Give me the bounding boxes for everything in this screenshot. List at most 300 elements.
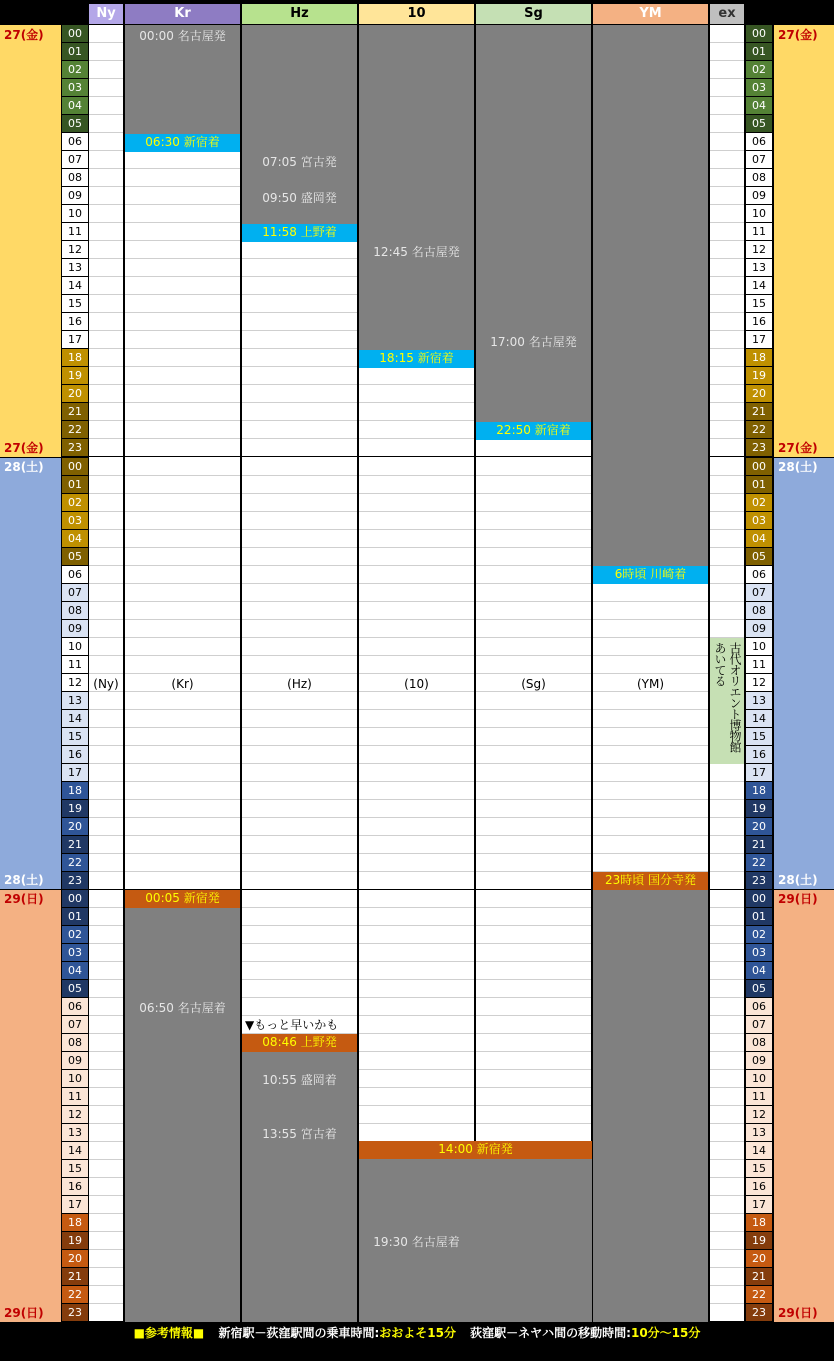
hour-cell: 19 [746,800,772,817]
hour-cell: 09 [62,620,88,637]
grid-line [710,222,744,223]
footer-text-1: 新宿駅－荻窪駅間の乗車時間: [218,1326,380,1340]
hour-cell: 21 [62,1268,88,1285]
grid-line [89,150,123,151]
grid-line [476,655,591,656]
grid-line [125,438,240,439]
hour-cell: 01 [746,476,772,493]
hour-cell: 10 [62,205,88,222]
grid-line [89,997,123,998]
grid-line [125,835,240,836]
hour-cell: 14 [62,1142,88,1159]
hour-cell: 20 [746,1250,772,1267]
hour-cell: 12 [62,1106,88,1123]
hour-cell: 23 [62,1304,88,1321]
grid-line [242,925,357,926]
grid-line [125,276,240,277]
hour-cell: 17 [746,331,772,348]
hour-cell: 17 [746,1196,772,1213]
hour-cell: 03 [746,944,772,961]
day-separator [89,1321,123,1322]
grid-line [593,619,708,620]
grid-line [476,781,591,782]
hour-cell: 00 [62,458,88,475]
hz-depart-ueno: 08:46 上野発 [242,1034,357,1052]
day-separator [89,456,123,457]
grid-line [476,529,591,530]
grid-line [359,817,474,818]
grid-line [89,294,123,295]
hour-cell: 09 [746,187,772,204]
hour-cell: 02 [746,926,772,943]
hour-cell: 07 [746,151,772,168]
grid-line [593,799,708,800]
grid-line [710,871,744,872]
hour-cell: 08 [746,169,772,186]
day-label-29-bottom-left: 29(日) [4,1306,44,1320]
grid-line [125,637,240,638]
grid-line [359,601,474,602]
day-label-27-top-left: 27(金) [4,28,44,42]
hour-cell: 19 [62,367,88,384]
hour-cell: 00 [746,890,772,907]
grid-line [593,709,708,710]
grid-line [710,1285,744,1286]
hour-cell: 11 [62,223,88,240]
hour-cell: 13 [746,692,772,709]
grid-line [89,1303,123,1304]
hour-cell: 12 [746,241,772,258]
hour-cell: 15 [746,1160,772,1177]
hour-cell: 09 [746,620,772,637]
hour-cell: 06 [746,566,772,583]
grid-line [710,78,744,79]
hour-cell: 20 [62,385,88,402]
grid-line [242,637,357,638]
grid-line [359,943,474,944]
hour-cell: 22 [746,854,772,871]
hz-earlier-note: ▼もっと早いかも [245,1018,339,1032]
day-band-left-28 [0,458,61,889]
grid-line [359,1033,474,1034]
grid-line [359,1069,474,1070]
footer-info [0,1323,834,1343]
grid-line [710,601,744,602]
grid-line [242,438,357,439]
grid-line [125,853,240,854]
grid-line [710,150,744,151]
grid-line [242,655,357,656]
grid-line [242,475,357,476]
grid-line [359,547,474,548]
hour-cell: 01 [62,43,88,60]
hour-cell: 22 [746,421,772,438]
grid-line [242,547,357,548]
grid-line [359,907,474,908]
hz-travel-block-2 [242,1052,357,1322]
hour-cell: 11 [746,223,772,240]
day-separator [359,889,474,890]
grid-line [125,781,240,782]
footer-text-2: 荻窪駅－ネヤハ間の移動時間: [470,1326,631,1340]
kr-depart-shinjuku: 00:05 新宿発 [125,890,240,908]
hour-cell: 05 [62,115,88,132]
grid-line [476,583,591,584]
hour-cell: 03 [746,512,772,529]
grid-line [476,511,591,512]
grid-line [89,871,123,872]
hour-cell: 13 [746,1124,772,1141]
grid-line [242,781,357,782]
grid-line [593,835,708,836]
hour-cell: 18 [62,782,88,799]
hour-cell: 18 [746,782,772,799]
hour-cell: 12 [746,1106,772,1123]
hour-cell: 19 [746,367,772,384]
grid-line [89,1123,123,1124]
hour-cell: 23 [62,439,88,456]
hour-cell: 04 [746,97,772,114]
grid-line [89,1105,123,1106]
grid-line [125,565,240,566]
grid-line [476,475,591,476]
grid-line [125,420,240,421]
grid-line [242,511,357,512]
grid-line [242,619,357,620]
hour-cell: 19 [62,800,88,817]
grid-line [89,655,123,656]
grid-line [89,258,123,259]
grid-line [89,511,123,512]
ten-depart-shinjuku: 14:00 新宿発 [359,1141,592,1159]
hour-column-right [746,25,772,1322]
hour-cell: 18 [62,349,88,366]
grid-line [125,475,240,476]
grid-line [125,258,240,259]
hour-cell: 04 [62,97,88,114]
grid-line [89,1141,123,1142]
grid-line [710,1069,744,1070]
grid-line [242,1015,357,1016]
grid-line [89,222,123,223]
grid-line [710,1051,744,1052]
day-separator [242,889,357,890]
hour-cell: 15 [62,728,88,745]
hour-cell: 02 [62,926,88,943]
kr-placeholder: (Kr) [171,677,194,691]
header-ex: ex [710,4,744,24]
hour-cell: 10 [746,638,772,655]
grid-line [710,1303,744,1304]
grid-line [89,1015,123,1016]
hour-cell: 05 [746,115,772,132]
day-label-28-top-left: 28(土) [4,460,44,474]
grid-line [89,835,123,836]
grid-line [89,529,123,530]
grid-line [125,709,240,710]
hour-cell: 03 [62,944,88,961]
grid-line [476,943,591,944]
grid-line [476,763,591,764]
day-label-27-top-right: 27(金) [778,28,818,42]
grid-line [359,997,474,998]
grid-line [710,132,744,133]
hour-cell: 17 [746,764,772,781]
hour-cell: 02 [62,494,88,511]
hour-cell: 12 [62,241,88,258]
grid-line [242,402,357,403]
hour-cell: 21 [62,403,88,420]
hour-cell: 02 [746,494,772,511]
footer-value-1: おおよそ15分 [379,1326,456,1340]
day-label-28-top-right: 28(土) [778,460,818,474]
grid-line [242,565,357,566]
hour-cell: 21 [746,836,772,853]
grid-line [359,781,474,782]
grid-line [359,745,474,746]
grid-line [710,817,744,818]
hour-cell: 06 [746,998,772,1015]
grid-line [710,1123,744,1124]
day-separator [710,889,744,890]
ny-placeholder: (Ny) [93,677,119,691]
hour-cell: 22 [62,421,88,438]
day-separator [89,889,123,890]
grid-line [89,1231,123,1232]
grid-line [125,547,240,548]
grid-line [710,799,744,800]
grid-line [89,1213,123,1214]
hour-cell: 01 [62,476,88,493]
ym-depart-kokubunji: 23時頃 国分寺発 [593,872,708,890]
hour-cell: 04 [746,530,772,547]
grid-line [89,619,123,620]
grid-line [89,330,123,331]
grid-line [242,763,357,764]
grid-line [242,745,357,746]
day-separator [476,889,591,890]
grid-line [125,312,240,313]
ten-placeholder: (10) [404,677,429,691]
grid-line [359,619,474,620]
hour-cell: 21 [746,1268,772,1285]
hour-cell: 11 [746,1088,772,1105]
grid-line [89,1159,123,1160]
hour-cell: 16 [62,313,88,330]
grid-line [710,420,744,421]
hour-cell: 10 [746,1070,772,1087]
grid-line [359,1015,474,1016]
hour-column-left [62,25,88,1322]
grid-line [89,420,123,421]
grid-line [710,961,744,962]
hour-cell: 23 [746,872,772,889]
day-band-left-27 [0,25,61,457]
grid-line [242,835,357,836]
day-label-29-bottom-right: 29(日) [778,1306,818,1320]
hour-cell: 12 [62,674,88,691]
header-10: 10 [359,4,474,24]
footer-value-2: 10分〜15分 [630,1326,701,1340]
grid-line [89,1177,123,1178]
kr-arrive-nagoya: 06:50 名古屋着 [139,1001,226,1015]
grid-line [476,673,591,674]
hour-cell: 06 [62,566,88,583]
hour-cell: 03 [62,79,88,96]
grid-line [476,961,591,962]
hour-cell: 16 [62,746,88,763]
hour-cell: 10 [62,1070,88,1087]
hour-cell: 05 [62,980,88,997]
grid-line [242,727,357,728]
grid-line [89,1033,123,1034]
hz-depart-morioka: 09:50 盛岡発 [262,191,337,205]
grid-line [476,1015,591,1016]
hour-cell: 01 [62,908,88,925]
day-separator [710,1321,744,1322]
grid-line [89,781,123,782]
hour-cell: 07 [62,1016,88,1033]
hour-cell: 04 [746,962,772,979]
hour-cell: 01 [746,908,772,925]
grid-line [710,997,744,998]
grid-line [242,348,357,349]
day-band-right-28 [774,458,834,889]
hour-cell: 15 [746,728,772,745]
grid-line [89,943,123,944]
grid-line [89,186,123,187]
hz-placeholder: (Hz) [287,677,312,691]
hour-cell: 15 [62,295,88,312]
grid-line [89,402,123,403]
grid-line [242,979,357,980]
grid-line [476,907,591,908]
hz-depart-miyako: 07:05 宮古発 [262,155,337,169]
grid-line [359,475,474,476]
grid-line [242,601,357,602]
grid-line [89,60,123,61]
grid-line [242,853,357,854]
grid-line [710,204,744,205]
grid-line [710,781,744,782]
ten-depart-nagoya: 12:45 名古屋発 [373,245,460,259]
hour-cell: 18 [62,1214,88,1231]
grid-line [89,114,123,115]
grid-line [710,1249,744,1250]
hour-cell: 19 [746,1232,772,1249]
grid-line [89,168,123,169]
hour-cell: 07 [746,584,772,601]
hour-cell: 05 [746,548,772,565]
grid-line [89,366,123,367]
grid-line [89,96,123,97]
grid-line [593,781,708,782]
grid-line [125,204,240,205]
grid-line [89,727,123,728]
grid-line [593,817,708,818]
hour-cell: 20 [62,818,88,835]
hour-cell: 11 [62,1088,88,1105]
hour-cell: 14 [62,277,88,294]
museum-open-note: 古代オリエント博物館あいてる [710,638,744,764]
grid-line [710,943,744,944]
day-band-right-27 [774,25,834,457]
grid-line [242,366,357,367]
grid-line [125,763,240,764]
grid-line [710,1213,744,1214]
grid-line [359,402,474,403]
grid-line [242,907,357,908]
grid-line [89,384,123,385]
hour-cell: 19 [62,1232,88,1249]
grid-line [359,853,474,854]
grid-line [89,42,123,43]
grid-line [89,1051,123,1052]
grid-line [89,745,123,746]
hour-cell: 06 [62,998,88,1015]
hour-cell: 02 [62,61,88,78]
hour-cell: 21 [62,836,88,853]
grid-line [125,583,240,584]
grid-line [710,925,744,926]
grid-line [359,511,474,512]
grid-line [710,258,744,259]
hour-cell: 00 [746,458,772,475]
hour-cell: 10 [746,205,772,222]
hour-cell: 04 [62,530,88,547]
grid-line [710,565,744,566]
grid-line [593,637,708,638]
grid-line [476,601,591,602]
hour-cell: 22 [746,1286,772,1303]
grid-line [125,871,240,872]
day-label-29-top-left: 29(日) [4,892,44,906]
grid-line [125,186,240,187]
hz-arrive-ueno: 11:58 上野着 [242,224,357,242]
grid-line [89,583,123,584]
day-label-28-bottom-right: 28(土) [778,873,818,887]
grid-line [710,619,744,620]
day-separator [359,456,474,457]
grid-line [242,330,357,331]
hour-cell: 22 [62,854,88,871]
hour-cell: 03 [746,79,772,96]
grid-line [125,817,240,818]
grid-line [710,1015,744,1016]
grid-line [359,871,474,872]
ten-travel-block-1 [359,25,474,350]
grid-line [125,330,240,331]
hour-cell: 23 [62,872,88,889]
grid-line [593,655,708,656]
grid-line [710,547,744,548]
day-label-29-top-right: 29(日) [778,892,818,906]
grid-line [242,384,357,385]
grid-line [359,1105,474,1106]
grid-line [710,493,744,494]
header-ny: Ny [89,4,123,24]
hour-cell: 18 [746,349,772,366]
hour-cell: 00 [746,25,772,42]
grid-line [89,1069,123,1070]
grid-line [125,673,240,674]
day-label-27-bottom-right: 27(金) [778,441,818,455]
hz-arrive-morioka: 10:55 盛岡着 [262,1073,337,1087]
grid-line [242,961,357,962]
grid-line [476,871,591,872]
grid-line [89,763,123,764]
grid-line [359,709,474,710]
